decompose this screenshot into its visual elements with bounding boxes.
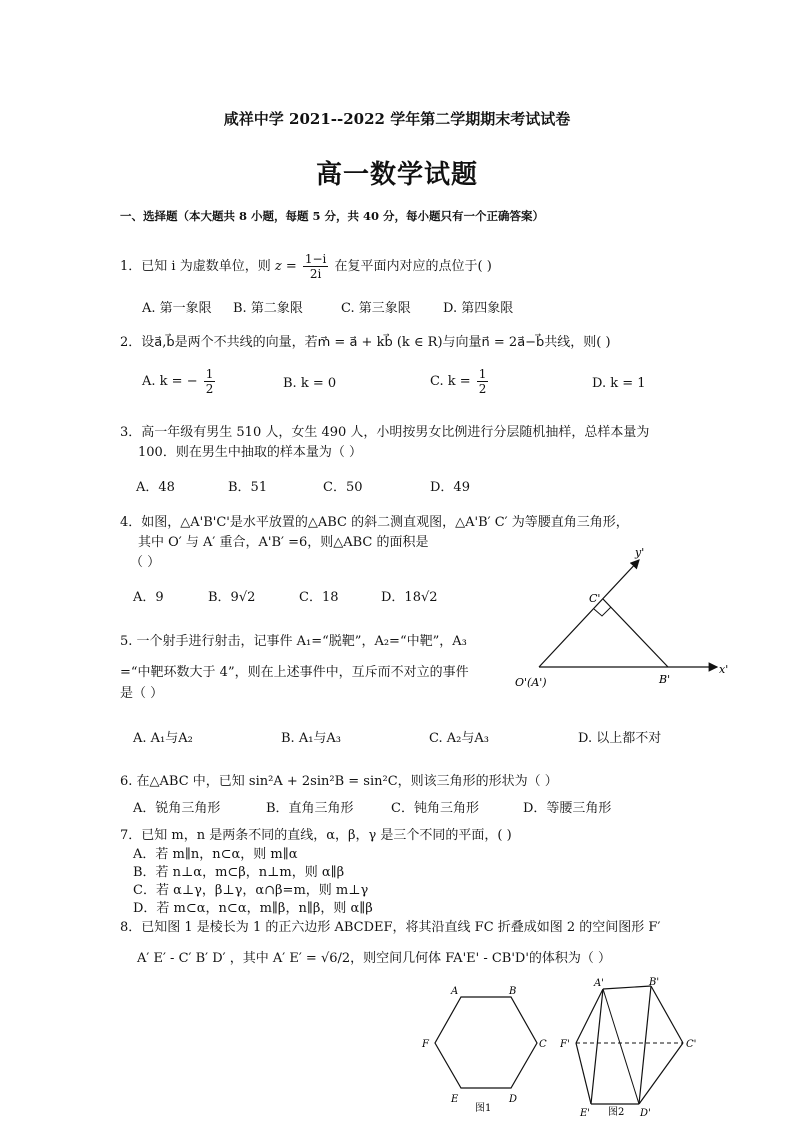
q2-option-c-numerator: 1 — [478, 367, 487, 381]
question-1-stem — [120, 252, 492, 281]
q5-option-d: D. 以上都不对 — [578, 731, 662, 746]
hexagon-abcdef — [435, 997, 537, 1088]
fig2-label-a: A' — [594, 978, 604, 989]
fig2-label-e: E' — [580, 1108, 591, 1118]
fig1-label-e: E — [451, 1094, 459, 1105]
question-7-stem: 7．已知 m，n 是两条不同的直线，α，β，γ 是三个不同的平面，( ) — [120, 828, 512, 843]
q6-option-c: C．钝角三角形 — [391, 801, 479, 816]
edge-a-b — [603, 986, 651, 989]
fig2-label-c: C' — [686, 1039, 697, 1050]
q2-option-c-prefix: C. k = — [430, 374, 471, 389]
q2-option-d: D. k = 1 — [592, 376, 646, 391]
q3-option-b: B．51 — [228, 480, 268, 495]
fig2-label-f: F' — [560, 1039, 570, 1050]
q5-option-b: B. A₁与A₃ — [281, 731, 342, 746]
q4-option-b: B．9√2 — [208, 590, 256, 605]
question-2-stem: 2．设a⃗,b⃗是两个不共线的向量，若m⃗ = a⃗ + kb⃗ (k ∈ R)与向量n⃗ = 2a⃗−b⃗共线，则( ) — [120, 335, 611, 350]
q3-option-d: D．49 — [430, 480, 470, 495]
point-c-label: C' — [589, 592, 601, 605]
edge-b-d — [639, 986, 651, 1104]
page-title: 高一数学试题 — [315, 160, 478, 190]
question-3-line-1: 3．高一年级有男生 510 人，女生 490 人，小明按男女比例进行分层随机抽样，总样本量为 — [120, 425, 650, 440]
q4-option-d: D．18√2 — [381, 590, 438, 605]
q6-option-b: B．直角三角形 — [266, 801, 354, 816]
fig2-label-d: D' — [640, 1108, 651, 1118]
q6-option-d: D．等腰三角形 — [523, 801, 612, 816]
q7-option-c: C．若 α⊥γ，β⊥γ，α∩β=m，则 m⊥γ — [133, 883, 369, 898]
q1-fraction-numerator: 1−i — [304, 252, 327, 266]
q2-option-a-fraction — [204, 367, 216, 396]
q7-option-a: A．若 m∥n，n⊂α，则 m∥α — [133, 847, 298, 862]
x-axis-label: x' — [719, 663, 729, 676]
oblique-projection-figure — [505, 540, 755, 700]
question-3-line-2: 100．则在男生中抽取的样本量为（ ） — [138, 445, 362, 460]
edge-a-d — [603, 989, 639, 1104]
question-4-line-3: （ ） — [130, 555, 161, 570]
q1-option-d: D. 第四象限 — [443, 301, 514, 316]
y-axis-label: y' — [635, 546, 645, 559]
fig2-label-b: B' — [649, 977, 660, 988]
edge-c-b — [651, 986, 683, 1043]
figure-2-folded-solid — [560, 976, 710, 1118]
q2-option-a-denominator: 2 — [205, 382, 214, 396]
question-6-stem: 6. 在△ABC 中，已知 sin²A + 2sin²B = sin²C，则该三角形的形状为（ ） — [120, 774, 558, 789]
question-5-line-3: 是（ ） — [120, 686, 164, 701]
y-axis — [539, 560, 639, 667]
q2-option-c-denominator: 2 — [478, 382, 487, 396]
q2-option-a-prefix: A. k = − — [142, 374, 198, 389]
edge-d-c — [639, 1043, 683, 1104]
question-4-line-1: 4．如图，△A'B'C'是水平放置的△ABC 的斜二测直观图，△A'B′ C′ 为等腰直角三角形， — [120, 515, 629, 530]
question-8-line-2: A′ E′ - C′ B′ D′ ，其中 A′ E′ = √6/2，则空间几何体 FA'E' - CB'D'的体积为（ ） — [137, 951, 612, 966]
q1-option-b: B. 第二象限 — [233, 301, 303, 316]
edge-f-e — [576, 1043, 591, 1104]
school-exam-line: 咸祥中学 2021--2022 学年第二学期期末考试试卷 — [223, 110, 571, 128]
fig1-label-f: F — [422, 1039, 429, 1050]
q1-fraction-denominator: 2i — [309, 267, 322, 281]
q2-option-c-fraction — [477, 367, 489, 396]
q1-option-c: C. 第三象限 — [341, 301, 411, 316]
q5-option-c: C. A₂与A₃ — [429, 731, 489, 746]
q1-z-equals: z = — [274, 259, 297, 274]
figure-1-hexagon — [415, 980, 555, 1115]
q7-option-d: D．若 m⊂α，n⊂α，m∥β，n∥β，则 α∥β — [133, 901, 373, 916]
q4-option-a: A．9 — [133, 590, 164, 605]
section-heading: 一、选择题（本大题共 8 小题，每题 5 分，共 40 分，每小题只有一个正确答案） — [120, 209, 545, 223]
edge-a-f — [576, 989, 603, 1043]
edge-a-e — [591, 989, 603, 1104]
q1-stem-suffix: 在复平面内对应的点位于( ) — [334, 259, 492, 274]
question-5-line-2: =“中靶环数大于 4”，则在上述事件中，互斥而不对立的事件 — [120, 665, 469, 680]
fig2-caption: 图2 — [608, 1107, 625, 1118]
q2-option-b: B. k = 0 — [283, 376, 337, 391]
q5-option-a: A. A₁与A₂ — [133, 731, 193, 746]
q1-option-a: A. 第一象限 — [142, 301, 212, 316]
q4-option-c: C．18 — [299, 590, 339, 605]
q1-stem-prefix: 1．已知 i 为虚数单位，则 — [120, 259, 271, 274]
right-angle-mark — [594, 607, 611, 616]
q2-option-a-numerator: 1 — [205, 367, 214, 381]
q3-option-c: C．50 — [323, 480, 363, 495]
question-8-line-1: 8．已知图 1 是棱长为 1 的正六边形 ABCDEF，将其沿直线 FC 折叠成如图 2 的空间图形 F′ — [120, 920, 661, 935]
q3-option-a: A．48 — [136, 480, 175, 495]
point-b-label: B' — [659, 673, 671, 686]
point-o-label: O'(A') — [515, 676, 547, 689]
q6-option-a: A．锐角三角形 — [133, 801, 221, 816]
fig1-label-c: C — [539, 1039, 547, 1050]
question-4-line-2: 其中 O′ 与 A′ 重合，A'B′ =6，则△ABC 的面积是 — [138, 535, 429, 550]
q2-option-c — [430, 367, 490, 396]
fig1-label-a: A — [451, 986, 459, 997]
fig1-label-d: D — [509, 1094, 518, 1105]
question-5-line-1: 5. 一个射手进行射击，记事件 A₁=“脱靶”，A₂=“中靶”，A₃ — [120, 634, 467, 649]
q1-fraction — [303, 252, 329, 281]
fig1-label-b: B — [509, 986, 517, 997]
segment-c-b — [603, 599, 668, 667]
fig1-caption: 图1 — [475, 1103, 492, 1114]
q7-option-b: B．若 n⊥α，m⊂β，n⊥m，则 α∥β — [133, 865, 345, 880]
q2-option-a — [142, 367, 217, 396]
